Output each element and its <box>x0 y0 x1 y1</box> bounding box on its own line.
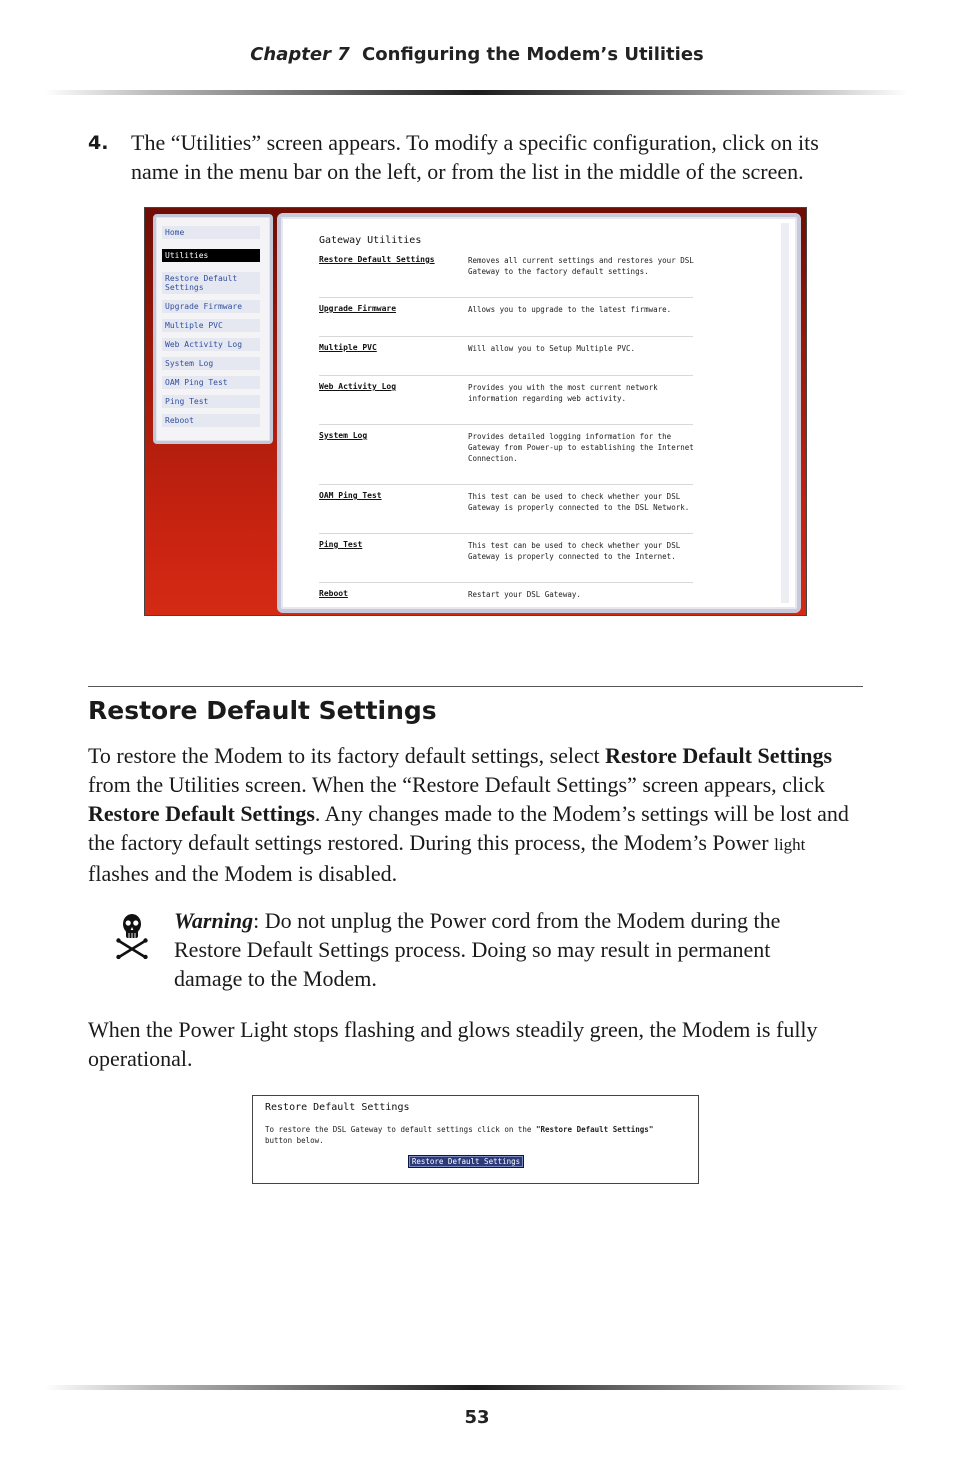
main-content <box>289 223 789 603</box>
utility-link-oam-ping-test[interactable]: OAM Ping Test <box>319 491 382 500</box>
header-rule <box>44 90 908 95</box>
running-header <box>0 44 954 65</box>
sidebar-item-system-log[interactable]: System Log <box>162 357 260 370</box>
utility-description: Removes all current settings and restores your DSL Gateway to the factory default settings. <box>468 256 694 276</box>
sidebar-item-reboot[interactable]: Reboot <box>162 414 260 427</box>
page-number: 53 <box>464 1407 490 1428</box>
warning-label: Warning <box>174 908 254 933</box>
utility-link-reboot[interactable]: Reboot <box>319 589 348 598</box>
text-run: from the Utilities screen. When the “Restore Default Settings” screen appears, click <box>88 772 825 797</box>
section-divider <box>88 686 863 687</box>
footer-rule <box>44 1385 908 1390</box>
main-panel <box>277 213 801 613</box>
utility-link-upgrade-firmware[interactable]: Upgrade Firmware <box>319 304 397 313</box>
utility-description: Will allow you to Setup Multiple PVC. <box>468 344 636 353</box>
skull-crossbones-icon <box>115 911 149 959</box>
utility-description: Allows you to upgrade to the latest firmware. <box>468 305 672 314</box>
text-run-small: light <box>774 835 806 854</box>
utility-row <box>319 589 693 605</box>
utility-row <box>319 304 693 337</box>
utility-description: This test can be used to check whether your DSL Gateway is properly connected to the DSL Network. <box>468 492 690 512</box>
restore-default-settings-button[interactable]: Restore Default Settings <box>408 1155 524 1168</box>
utility-row <box>319 540 693 583</box>
text-run: To restore the Modem to its factory default settings, select <box>88 743 606 768</box>
sidebar-item-ping-test[interactable]: Ping Test <box>162 395 260 408</box>
utility-row <box>319 491 693 534</box>
utility-link-system-log[interactable]: System Log <box>319 431 368 440</box>
bold-term: Restore Default Settings <box>88 801 315 826</box>
section-heading: Restore Default Settings <box>88 696 437 725</box>
utility-description: This test can be used to check whether your DSL Gateway is properly connected to the Internet. <box>468 541 681 561</box>
chapter-title: Configuring the Modem’s Utilities <box>362 44 704 65</box>
utilities-screenshot <box>144 207 807 616</box>
sidebar-item-oam-ping-test[interactable]: OAM Ping Test <box>162 376 260 389</box>
text-run: button below. <box>265 1136 324 1145</box>
utility-row <box>319 255 693 298</box>
utility-link-web-activity-log[interactable]: Web Activity Log <box>319 382 397 391</box>
utility-link-multiple-pvc[interactable]: Multiple PVC <box>319 343 377 352</box>
text-run: . Any changes made to the Modem’s settings will be lost and the factory default settings restored. During this process, the Modem’s Power <box>88 801 849 855</box>
page-title: Gateway Utilities <box>319 235 422 246</box>
utility-row <box>319 382 693 425</box>
sidebar-item-multiple-pvc[interactable]: Multiple PVC <box>162 319 260 332</box>
utility-link-restore-default-settings[interactable]: Restore Default Settings <box>319 255 435 264</box>
warning-note <box>174 906 794 993</box>
restore-instructions-paragraph <box>88 741 863 888</box>
step-4 <box>88 128 868 186</box>
warning-text: : Do not unplug the Power cord from the Modem during the Restore Default Settings process. Doing so may result in permanent damage to the Modem. <box>174 908 781 991</box>
operational-paragraph: When the Power Light stops flashing and glows steadily green, the Modem is fully operational. <box>88 1017 818 1071</box>
restore-panel-title: Restore Default Settings <box>265 1102 410 1113</box>
utility-description: Provides you with the most current network information regarding web activity. <box>468 383 658 403</box>
utility-row <box>319 343 693 376</box>
utility-description: Provides detailed logging information for the Gateway from Power-up to establishing the Internet Connection. <box>468 432 694 463</box>
utility-row <box>319 431 693 485</box>
chapter-label: Chapter 7 <box>250 44 350 65</box>
sidebar-item-web-activity-log[interactable]: Web Activity Log <box>162 338 260 351</box>
sidebar-menu <box>153 214 273 444</box>
restore-panel-instructions <box>265 1124 680 1146</box>
text-run: flashes and the Modem is disabled. <box>88 861 398 886</box>
utility-description: Restart your DSL Gateway. <box>468 590 581 599</box>
utility-link-ping-test[interactable]: Ping Test <box>319 540 363 549</box>
step-number: 4. <box>88 132 109 154</box>
bold-term: Restore Default Settings <box>605 743 833 768</box>
sidebar-item-upgrade-firmware[interactable]: Upgrade Firmware <box>162 300 260 313</box>
text-run: To restore the DSL Gateway to default settings click on the <box>265 1125 536 1134</box>
sidebar-item-utilities[interactable]: Utilities <box>162 249 260 262</box>
sidebar-item-home[interactable]: Home <box>162 226 260 239</box>
step-text: The “Utilities” screen appears. To modify a specific configuration, click on its name in the menu bar on the left, or from the list in the middle of the screen. <box>131 130 819 184</box>
bold-term: "Restore Default Settings" <box>535 1125 654 1134</box>
sidebar-item-restore-default-settings[interactable]: Restore Default Settings <box>162 272 260 294</box>
restore-default-screenshot <box>252 1095 699 1184</box>
